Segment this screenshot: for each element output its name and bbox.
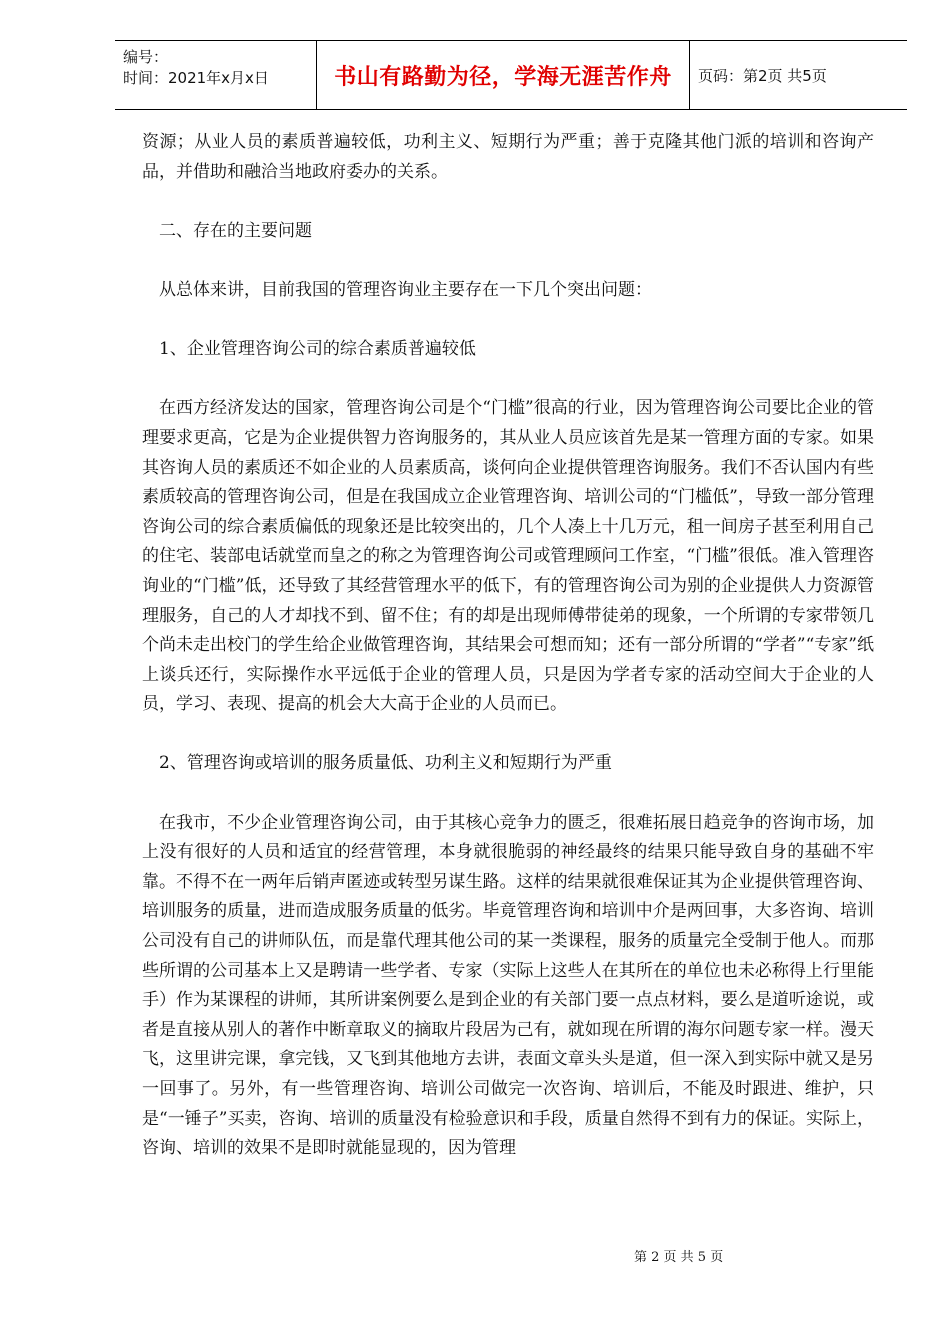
header-motto: 书山有路勤为径，学海无涯苦作舟 (316, 41, 690, 109)
paragraph: 从总体来讲，目前我国的管理咨询业主要存在一下几个突出问题： (159, 279, 652, 300)
document-number-label: 编号： (123, 48, 169, 66)
paragraph: 在西方经济发达的国家，管理咨询公司是个“门槛”很高的行业，因为管理咨询公司要比企业的管理要求更高，它是为企业提供智力咨询服务的，其从业人员应该首先是某一管理方面的专家。如果其咨询人员的素质还不如企业的人员素质高，谈何向企业提供管理咨询服务。我们不否认国内有些素质较高的管理咨询公司，但是在我国成立企业管理咨询、培训公司的“门槛低”，导致一部分管理咨询公司的综合素质偏低的现象还是比较突出的，几个人凑上十几万元，租一间房子甚至利用自己的住宅、装部电话就堂而皇之的称之为管理咨询公司或管理顾问工作室，“门槛”很低。准入管理咨询业的“门槛”低，还导致了其经营管理水平的低下，有的管理咨询公司为别的企业提供人力资源管理服务，自己的人才却找不到、留不住；有的却是出现师傅带徒弟的现象，一个所谓的专家带领几个尚未走出校门的学生给企业做管理咨询，其结果会可想而知；还有一部分所谓的“学者”“专家”纸上谈兵还行，实际操作水平远低于企业的管理人员，只是因为学者专家的活动空间大于企业的人员，学习、表现、提高的机会大大高于企业的人员而已。 (142, 398, 874, 715)
header-meta (115, 41, 316, 109)
page-footer: 第 2 页 共 5 页 (634, 1250, 724, 1265)
subsection-heading: 2、管理咨询或培训的服务质量低、功利主义和短期行为严重 (159, 753, 612, 774)
document-body (142, 128, 874, 1164)
page-header (115, 40, 907, 110)
header-page-number: 页码：第2页 共5页 (698, 66, 827, 85)
section-heading: 二、存在的主要问题 (159, 220, 312, 241)
document-date: 时间：2021年x月x日 (123, 69, 269, 87)
subsection-heading: 1、企业管理咨询公司的综合素质普遍较低 (159, 339, 476, 360)
paragraph: 资源；从业人员的素质普遍较低，功利主义、短期行为严重；善于克隆其他门派的培训和咨询产品，并借助和融洽当地政府委办的关系。 (142, 132, 874, 182)
paragraph: 在我市，不少企业管理咨询公司，由于其核心竞争力的匮乏，很难拓展日趋竞争的咨询市场，加上没有很好的人员和适宜的经营管理，本身就很脆弱的神经最终的结果只能导致自身的基础不牢靠。不得不在一两年后销声匿迹或转型另谋生路。这样的结果就很难保证其为企业提供管理咨询、培训服务的质量，进而造成服务质量的低劣。毕竟管理咨询和培训中介是两回事，大多咨询、培训公司没有自己的讲师队伍，而是靠代理其他公司的某一类课程，服务的质量完全受制于他人。而那些所谓的公司基本上又是聘请一些学者、专家（实际上这些人在其所在的单位也未必称得上行里能手）作为某课程的讲师，其所讲案例要么是到企业的有关部门要一点点材料，要么是道听途说，或者是直接从别人的著作中断章取义的摘取片段居为己有，就如现在所谓的海尔问题专家一样。漫天飞，这里讲完课，拿完钱，又飞到其他地方去讲，表面文章头头是道，但一深入到实际中就又是另一回事了。另外，有一些管理咨询、培训公司做完一次咨询、培训后，不能及时跟进、维护，只是“一锤子”买卖，咨询、培训的质量没有检验意识和手段，质量自然得不到有力的保证。实际上，咨询、培训的效果不是即时就能显现的，因为管理 (142, 812, 874, 1159)
